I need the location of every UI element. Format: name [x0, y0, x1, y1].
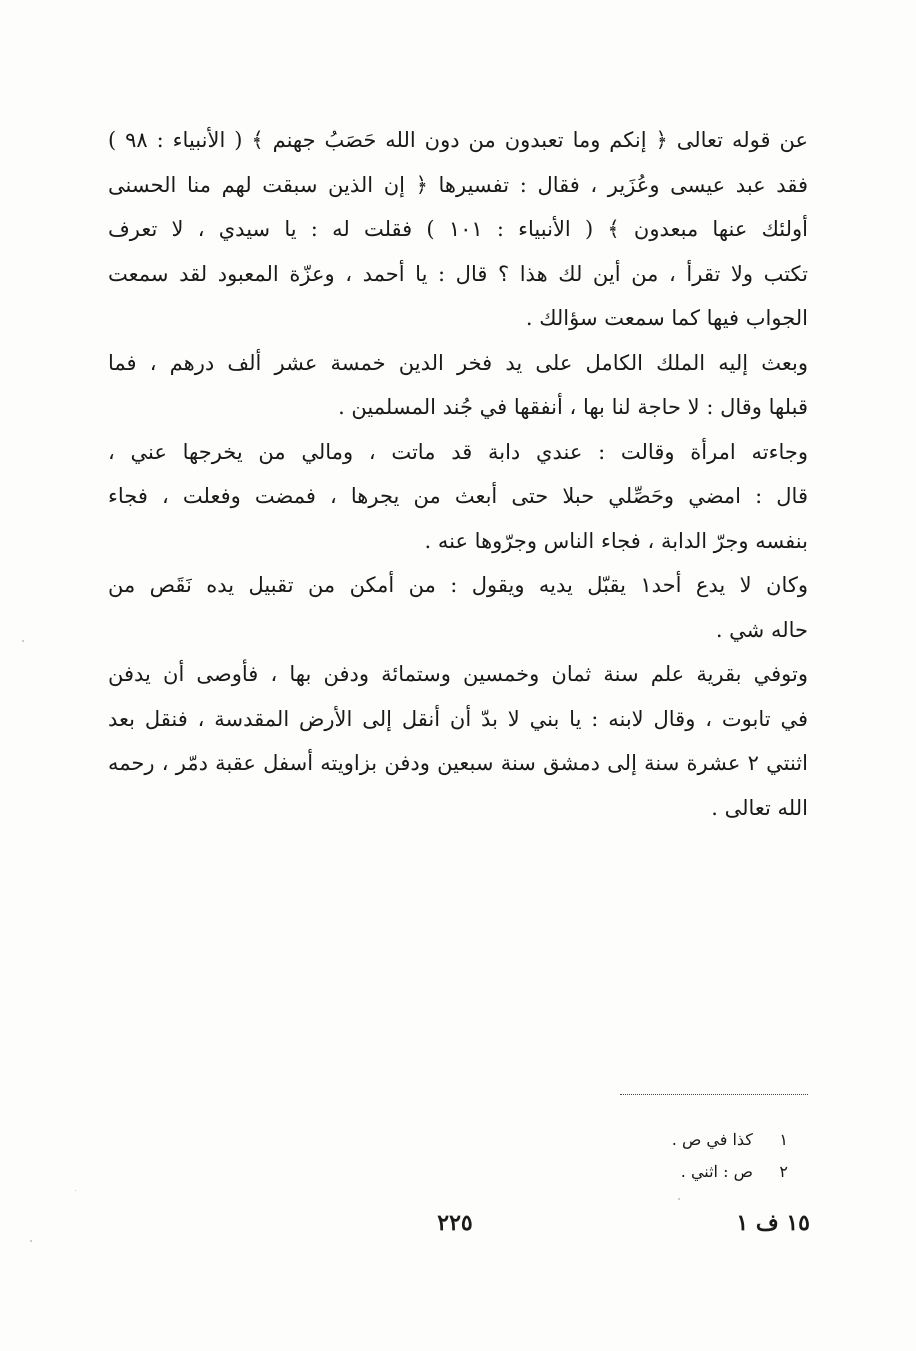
- footnote-number: ٢: [779, 1162, 788, 1181]
- scan-speck: [75, 1190, 76, 1191]
- paragraph-4: [108, 563, 808, 652]
- main-text: [108, 118, 808, 830]
- scan-speck: [30, 1240, 32, 1242]
- text-line: تكتب ولا تقرأ ، من أين لك هذا ؟ قال : يا أحمد ، وعزّة المعبود لقد سمعت: [108, 261, 808, 286]
- footnote-1: [560, 1124, 788, 1156]
- paragraph-3: [108, 430, 808, 564]
- text-line: بنفسه وجرّ الدابة ، فجاء الناس وجرّوها عنه .: [424, 528, 808, 553]
- text-line: الجواب فيها كما سمعت سؤالك .: [525, 306, 808, 330]
- page-number: ٢٢٥: [437, 1210, 473, 1236]
- footnote-divider: [620, 1094, 808, 1095]
- paragraph-5: [108, 652, 808, 830]
- text-line: الله تعالى .: [711, 795, 808, 820]
- text-line: وكان لا يدع أحد١ يقبّل يديه ويقول : من أمكن من تقبيل يده نَقَص من: [108, 573, 808, 597]
- text-line: حاله شي .: [715, 617, 808, 642]
- text-line: وبعث إليه الملك الكامل على يد فخر الدين خمسة عشر ألف درهم ، فما: [108, 350, 808, 375]
- text-line: اثنتي ٢ عشرة سنة إلى دمشق سنة سبعين ودفن بزاويته أسفل عقبة دمّر ، رحمه: [108, 751, 808, 775]
- scan-speck: [22, 640, 24, 642]
- paragraph-1: [108, 118, 808, 341]
- text-line: أولئك عنها مبعدون ﴾ ( الأنبياء : ١٠١ ) فقلت له : يا سيدي ، لا تعرف: [108, 217, 808, 241]
- footnote-2: [560, 1156, 788, 1188]
- footnotes: [560, 1124, 788, 1188]
- text-line: وتوفي بقرية علم سنة ثمان وخمسين وستمائة ودفن بها ، فأوصى أن يدفن: [108, 662, 808, 686]
- text-line: قبلها وقال : لا حاجة لنا بها ، أنفقها في جُند المسلمين .: [338, 395, 808, 419]
- text-line: وجاءته امرأة وقالت : عندي دابة قد ماتت ، ومالي من يخرجها عني ،: [108, 439, 808, 464]
- text-line: في تابوت ، وقال لابنه : يا بني لا بدّ أن أنقل إلى الأرض المقدسة ، فنقل بعد: [108, 706, 808, 731]
- paragraph-2: [108, 341, 808, 430]
- text-line: عن قوله تعالى ﴿ إنكم وما تعبدون من دون الله حَصَبُ جهنم ﴾ ( الأنبياء : ٩٨ ): [108, 128, 808, 152]
- scan-speck: [678, 1198, 680, 1200]
- signature-mark: ١٥ ف ١: [736, 1210, 810, 1236]
- footnote-number: ١: [779, 1130, 788, 1149]
- text-line: فقد عبد عيسى وعُزَير ، فقال : تفسيرها ﴿ إن الذين سبقت لهم منا الحسنى: [108, 172, 808, 197]
- footnote-text: كذا في ص .: [671, 1130, 753, 1149]
- text-line: قال : امضي وحَصِّلي حبلا حتى أبعث من يجرها ، فمضت وفعلت ، فجاء: [108, 484, 808, 508]
- footnote-text: ص : اثني .: [680, 1162, 753, 1181]
